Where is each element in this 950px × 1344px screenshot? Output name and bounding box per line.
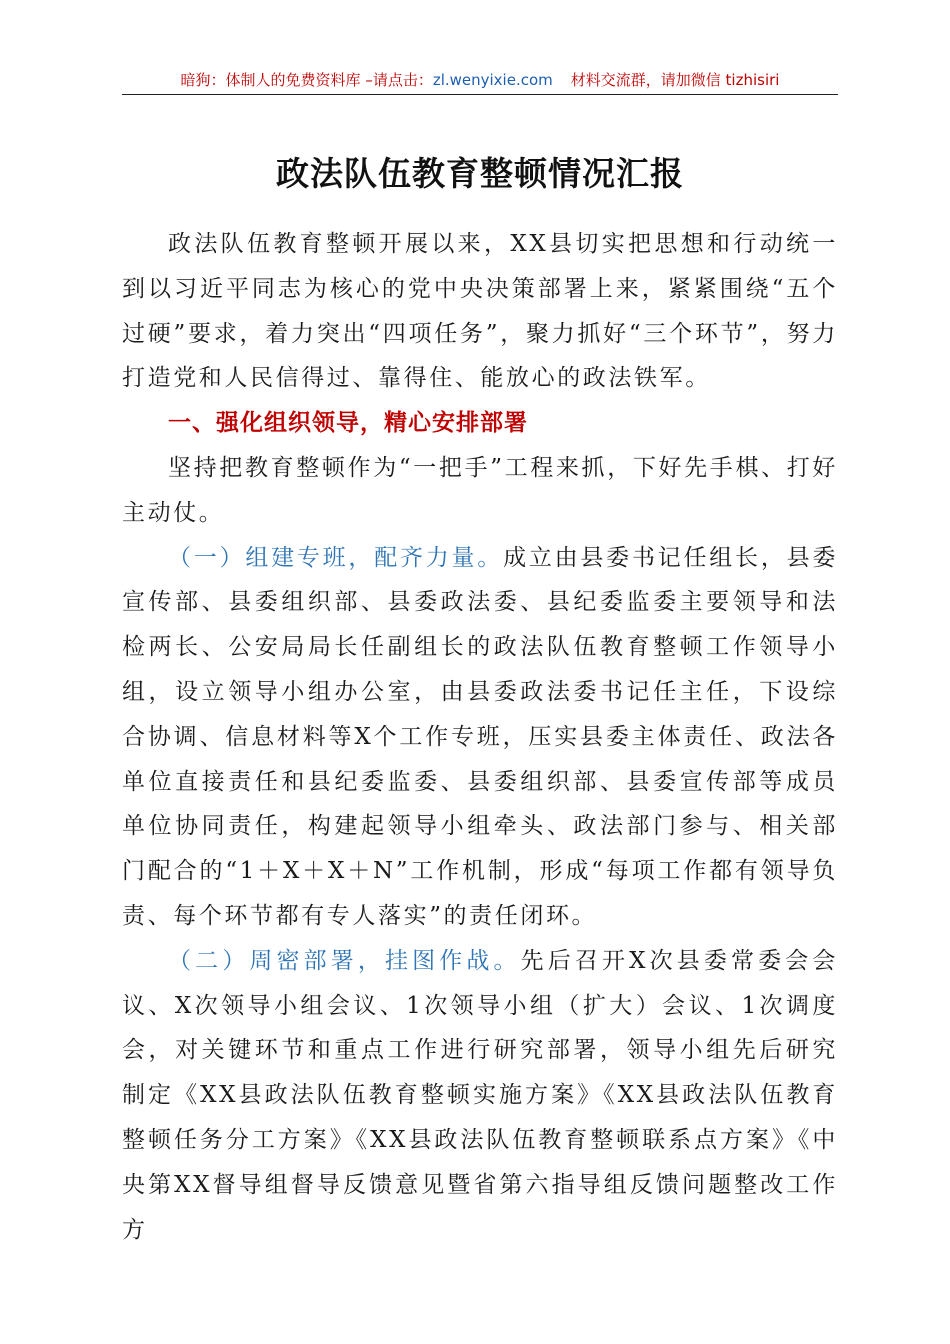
section-1-item-2	[122, 939, 838, 1253]
item-2-heading: （二）周密部署，挂图作战。	[168, 947, 521, 974]
header-contact: 材料交流群，请加微信 tizhisiri	[570, 71, 780, 89]
header-prompt: –请点击：	[360, 71, 433, 89]
header-url-link[interactable]: zl.wenyixie.com	[432, 71, 553, 89]
section-1-lead-paragraph: 坚持把教育整顿作为“一把手”工程来抓，下好先手棋、打好主动仗。	[122, 454, 838, 526]
page-header	[122, 68, 838, 92]
item-1-heading: （一）组建专班，配齐力量。	[168, 544, 504, 571]
section-1-item-1	[122, 536, 838, 939]
header-brand: 暗狗：体制人的免费资料库	[180, 71, 361, 89]
section-1-heading: 一、强化组织领导，精心安排部署	[168, 410, 528, 437]
header-divider	[122, 94, 838, 95]
item-2-text: 先后召开X次县委常委会会议、X次领导小组会议、1次领导小组（扩大）会议、1次调度会，对关键环节和重点工作进行研究部署，领导小组先后研究制定《XX县政法队伍教育整顿实施方案》《XX县政法队伍教育整顿任务分工方案》《XX县政法队伍教育整顿联系点方案》《中央第XX督导组督导反馈意见暨省第六指导组反馈问题整改工作方	[122, 947, 838, 1243]
document-title: 政法队伍教育整顿情况汇报	[276, 154, 684, 193]
intro-paragraph: 政法队伍教育整顿开展以来，XX县切实把思想和行动统一到以习近平同志为核心的党中央决策部署上来，紧紧围绕“五个过硬”要求，着力突出“四项任务”，聚力抓好“三个环节”，努力打造党和人民信得过、靠得住、能放心的政法铁军。	[122, 231, 838, 392]
document-body	[122, 222, 838, 1252]
item-1-text: 成立由县委书记任组长，县委宣传部、县委组织部、县委政法委、县纪委监委主要领导和法检两长、公安局局长任副组长的政法队伍教育整顿工作领导小组，设立领导小组办公室，由县委政法委书记任主任，下设综合协调、信息材料等X个工作专班，压实县委主体责任、政法各单位直接责任和县纪委监委、县委组织部、县委宣传部等成员单位协同责任，构建起领导小组牵头、政法部门参与、相关部门配合的“1＋X＋X＋N”工作机制，形成“每项工作都有领导负责、每个环节都有专人落实”的责任闭环。	[122, 544, 838, 929]
